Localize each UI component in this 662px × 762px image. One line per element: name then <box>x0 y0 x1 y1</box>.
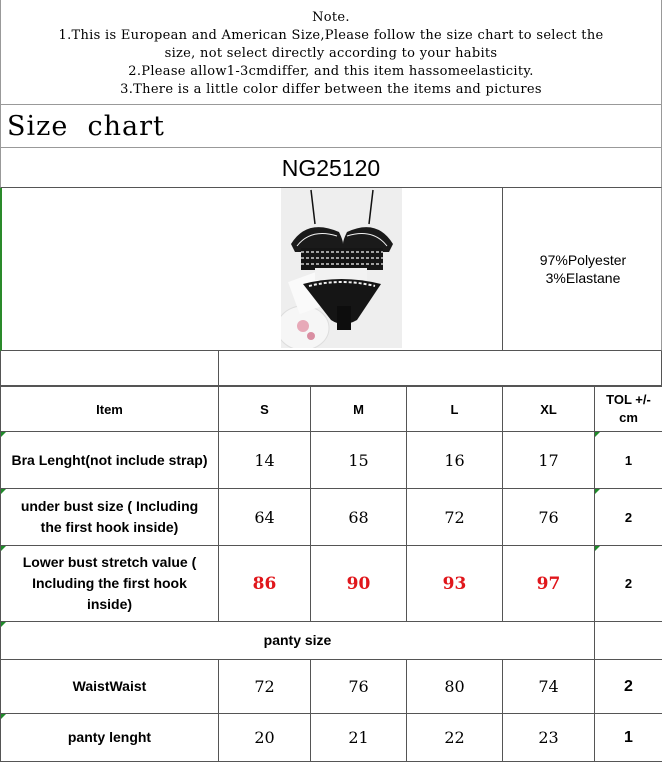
row-label: under bust size ( Including the first hook inside) <box>1 489 219 546</box>
cell-xl: 97 <box>503 546 595 622</box>
cell-m: 21 <box>311 714 407 762</box>
spacer-row <box>0 351 662 386</box>
row-label: WaistWaist <box>1 660 219 714</box>
fabric-line-1: 97%Polyester <box>539 252 627 268</box>
cell-tolerance: 1 <box>595 714 662 762</box>
column-divider <box>218 351 219 386</box>
empty-cell <box>595 622 662 660</box>
cell-s: 64 <box>219 489 311 546</box>
cell-m: 15 <box>311 432 407 489</box>
cell-l: 80 <box>407 660 503 714</box>
cell-l: 22 <box>407 714 503 762</box>
cell-m: 76 <box>311 660 407 714</box>
cell-s: 86 <box>219 546 311 622</box>
table-row <box>1 489 662 546</box>
product-photo <box>281 188 402 348</box>
table-row <box>1 714 662 762</box>
cell-tolerance: 1 <box>595 432 662 489</box>
table-row <box>1 546 662 622</box>
cell-l: 16 <box>407 432 503 489</box>
table-header-row <box>1 387 662 432</box>
product-code: NG25120 <box>0 148 662 188</box>
header-size-l: L <box>407 387 503 432</box>
header-tolerance: TOL +/- cm <box>595 387 662 432</box>
cell-xl: 74 <box>503 660 595 714</box>
cell-s: 14 <box>219 432 311 489</box>
cell-l: 93 <box>407 546 503 622</box>
cell-m: 68 <box>311 489 407 546</box>
note-line-4: 3.There is a little color differ between the items and pictures <box>120 82 542 97</box>
header-item: Item <box>1 387 219 432</box>
note-title: Note. <box>312 10 350 25</box>
chart-title: Size chart <box>0 104 662 148</box>
panty-section-row <box>1 622 662 660</box>
cell-tolerance: 2 <box>595 489 662 546</box>
product-row <box>0 188 662 351</box>
cell-xl: 76 <box>503 489 595 546</box>
cell-xl: 23 <box>503 714 595 762</box>
cell-tolerance: 2 <box>595 546 662 622</box>
panty-section-label: panty size <box>1 622 595 660</box>
table-row <box>1 660 662 714</box>
cell-tolerance: 2 <box>595 660 662 714</box>
header-size-m: M <box>311 387 407 432</box>
cell-s: 20 <box>219 714 311 762</box>
cell-m: 90 <box>311 546 407 622</box>
size-table <box>0 386 662 762</box>
table-row <box>1 432 662 489</box>
cell-xl: 17 <box>503 432 595 489</box>
note-line-1: 1.This is European and American Size,Please follow the size chart to select the <box>58 28 604 43</box>
cell-l: 72 <box>407 489 503 546</box>
note-block <box>0 0 662 104</box>
header-size-s: S <box>219 387 311 432</box>
row-label: Lower bust stretch value ( Including the first hook inside) <box>1 546 219 622</box>
fabric-composition <box>503 188 662 350</box>
cell-s: 72 <box>219 660 311 714</box>
header-size-xl: XL <box>503 387 595 432</box>
fabric-line-2: 3%Elastane <box>545 270 621 286</box>
note-line-2: size, not select directly according to your habits <box>164 46 498 61</box>
row-label: panty lenght <box>1 714 219 762</box>
row-label: Bra Lenght(not include strap) <box>1 432 219 489</box>
note-line-3: 2.Please allow1-3cmdiffer, and this item hassomeelasticity. <box>128 64 534 79</box>
